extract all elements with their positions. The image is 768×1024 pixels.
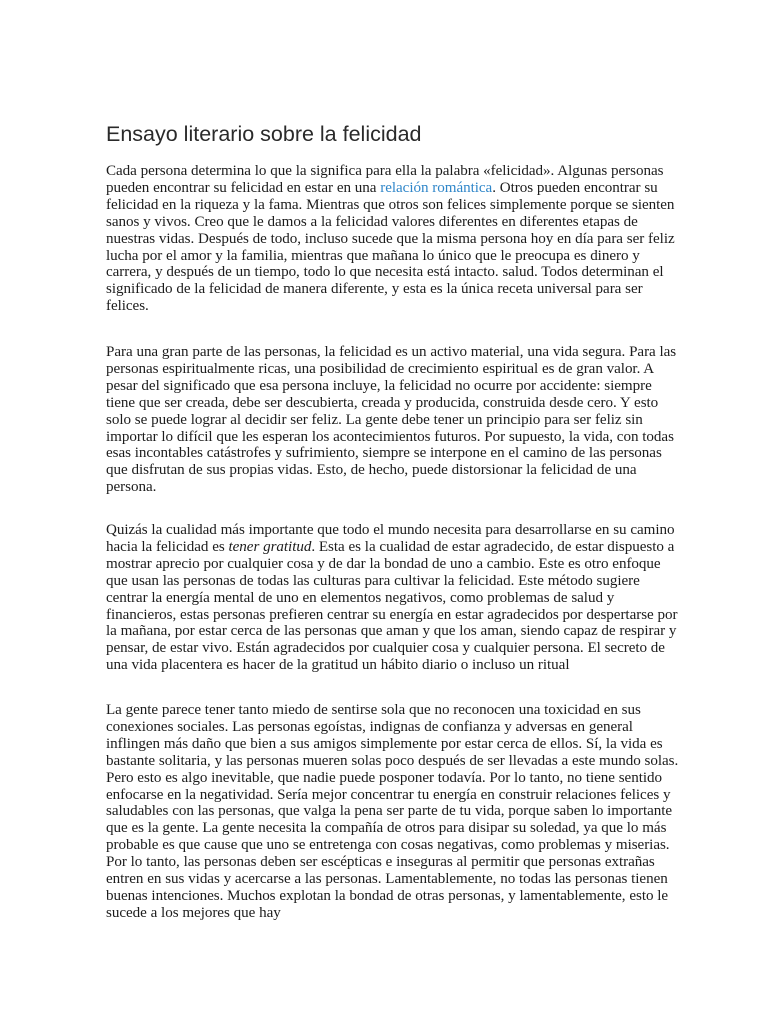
- text-line: que disfrutan de sus propias vidas. Esto, de hecho, puede distorsionar la felicidad de una: [106, 462, 637, 479]
- text-segment: . Esta es la cualidad de estar agradecido, de estar dispuesto a: [311, 538, 675, 555]
- text-line: pesar del significado que esa persona incluye, la felicidad no ocurre por accidente: siempre: [106, 377, 652, 394]
- text-line: entren en sus vidas y acercarse a las personas. Lamentablemente, no todas las personas tienen: [106, 871, 668, 888]
- text-line: nuestras vidas. Después de todo, incluso sucede que la misma persona hoy en día para ser feliz: [106, 230, 675, 247]
- text-segment: hacia la felicidad es: [106, 538, 229, 555]
- text-line: buenas intenciones. Muchos explotan la bondad de otras personas, y lamentablemente, esto le: [106, 887, 669, 904]
- text-line: probable es que cause que uno se entretenga con cosas negativas, como problemas y miserias.: [106, 837, 670, 854]
- text-line: sucede a los mejores que hay: [106, 904, 281, 921]
- text-line: mostrar aprecio por cualquier cosa y de dar la bondad de uno a cambio. Este es otro enfoque: [106, 555, 661, 572]
- text-line: enfocarse en la negatividad. Sería mejor concentrar tu energía en construir relaciones felices y: [106, 786, 671, 803]
- text-line: tiene que ser creada, debe ser descubierta, creada y producida, construida desde cero. Y esto: [106, 394, 659, 411]
- text-segment: . Otros pueden encontrar su: [492, 179, 658, 196]
- text-line: pensar, de estar vivo. Están agradecidos por cualquier cosa y cualquier persona. El secreto de: [106, 640, 665, 657]
- text-line: que usan las personas de todas las culturas para cultivar la felicidad. Este método sugiere: [106, 572, 640, 589]
- text-line: Cada persona determina lo que la significa para ella la palabra «felicidad». Algunas personas: [106, 163, 664, 179]
- paragraph-4: [106, 702, 679, 922]
- text-line: [106, 180, 666, 197]
- text-line: Pero esto es algo inevitable, que nadie puede posponer todavía. Por lo tanto, no tiene sentido: [106, 769, 662, 786]
- text-line: importar lo difícil que les esperan los acontecimientos futuros. Por supuesto, la vida, con todas: [106, 428, 674, 445]
- text-line: carrera, y después de un tiempo, todo lo que necesita está intacto. salud. Todos determinan el: [106, 264, 664, 281]
- text-line: felices.: [106, 298, 149, 315]
- text-line: felicidad en la riqueza y la fama. Mientras que otros son felices simplemente porque se sienten: [106, 196, 675, 213]
- text-line: significado de la felicidad de manera diferente, y esta es la única receta universal para ser: [106, 281, 643, 298]
- text-line: centrar la energía mental de uno en elementos negativos, como problemas de salud y: [106, 589, 615, 606]
- text-line: inflingen más daño que bien a sus amigos simplemente por estar cerca de ellos. Sí, la vida es: [106, 735, 663, 752]
- text-line: financieros, estas personas prefieren centrar su energía en estar agradecidos por despertarse por: [106, 606, 678, 623]
- relacion-romantica-link[interactable]: relación romántica: [380, 179, 493, 196]
- text-line: Quizás la cualidad más importante que todo el mundo necesita para desarrollarse en su camino: [106, 522, 675, 538]
- text-line: la mañana, por estar cerca de las personas que aman y que los aman, siendo capaz de respirar y: [106, 623, 677, 640]
- text-line: conexiones sociales. Las personas egoístas, indignas de confianza y adversas en general: [106, 718, 633, 735]
- text-line: saludables con las personas, que valga la pena ser parte de tu vida, porque saben lo importante: [106, 803, 673, 820]
- text-line: [106, 538, 675, 556]
- paragraph-3: [106, 522, 678, 674]
- text-line: La gente parece tener tanto miedo de sentirse sola que no reconocen una toxicidad en sus: [106, 702, 641, 718]
- text-line: bastante solitaria, y las personas mueren solas poco después de ser llevadas a este mundo solas.: [106, 752, 679, 769]
- text-segment: pueden encontrar su felicidad en estar en una: [106, 179, 381, 196]
- text-line: que es la gente. La gente necesita la compañía de otros para disipar su soledad, ya que lo más: [106, 820, 667, 837]
- text-line: solo se puede lograr al decidir ser feliz. La gente debe tener un principio para ser feliz sin: [106, 411, 643, 428]
- text-line: lucha por el amor y la familia, mientras que mañana lo único que le preocupa es dinero y: [106, 247, 640, 264]
- text-line: Por lo tanto, las personas deben ser escépticas e inseguras al permitir que personas extrañas: [106, 854, 655, 871]
- text-line: una vida placentera es hacer de la gratitud un hábito diario o incluso un ritual: [106, 657, 570, 674]
- text-line: sanos y vivos. Creo que le damos a la felicidad valores diferentes en diferentes etapas de: [106, 213, 638, 230]
- page-title: Ensayo literario sobre la felicidad: [106, 122, 422, 146]
- emphasis-tener-gratitud: tener gratitud: [228, 538, 312, 555]
- paragraph-1: [106, 163, 675, 315]
- text-line: persona.: [106, 479, 157, 496]
- text-line: personas espiritualmente ricas, una posibilidad de crecimiento espiritual es de gran valor. A: [106, 360, 655, 377]
- text-line: Para una gran parte de las personas, la felicidad es un activo material, una vida segura. Para las: [106, 344, 677, 360]
- text-line: esas incontables catástrofes y sufrimiento, siempre se interpone en el camino de las personas: [106, 445, 662, 462]
- paragraph-2: [106, 344, 677, 496]
